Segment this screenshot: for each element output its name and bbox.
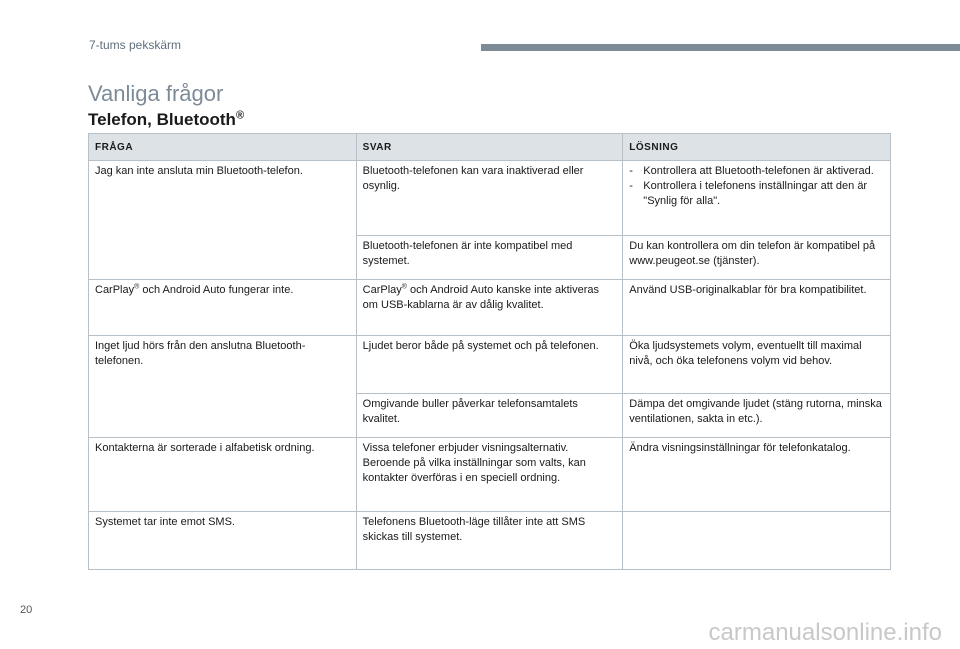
step-dash: - [629, 180, 633, 192]
table-row [89, 438, 891, 512]
chapter-label: 7-tums pekskärm [89, 38, 182, 52]
solution-cell [623, 512, 891, 570]
column-header-answer: SVAR [356, 134, 623, 161]
solution-cell: Ändra visningsinställningar för telefonkatalog. [623, 438, 891, 512]
answer-cell: Omgivande buller påverkar telefonsamtalets kvalitet. [356, 394, 623, 438]
question-text: och Android Auto fungerar inte. [139, 284, 294, 296]
table-row [89, 161, 891, 236]
section-title-text: Telefon, Bluetooth [88, 110, 236, 130]
table-row [89, 336, 891, 394]
header-divider-bar [481, 44, 960, 51]
watermark: carmanualsonline.info [708, 619, 942, 646]
answer-cell: Vissa telefoner erbjuder visningsalternativ. Beroende på vilka inställningar som valts, kan kontakter överföras i en speciell ordning. [356, 438, 623, 512]
answer-cell: Bluetooth-telefonen kan vara inaktiverad eller osynlig. [356, 161, 623, 236]
section-title [88, 110, 244, 130]
solution-cell: Dämpa det omgivande ljudet (stäng rutorna, minska ventilationen, sakta in etc.). [623, 394, 891, 438]
solution-step [629, 179, 884, 209]
question-cell [89, 280, 357, 336]
answer-cell: Ljudet beror både på systemet och på telefonen. [356, 336, 623, 394]
question-cell: Kontakterna är sorterade i alfabetisk ordning. [89, 438, 357, 512]
solution-step [629, 164, 884, 179]
answer-cell: Bluetooth-telefonen är inte kompatibel med systemet. [356, 236, 623, 280]
answer-cell [356, 280, 623, 336]
solution-cell [623, 161, 891, 236]
step-dash: - [629, 165, 633, 177]
column-header-question: FRÅGA [89, 134, 357, 161]
table-row [89, 280, 891, 336]
question-cell: Systemet tar inte emot SMS. [89, 512, 357, 570]
page-number: 20 [20, 604, 33, 616]
table-row [89, 512, 891, 570]
solution-cell: Öka ljudsystemets volym, eventuellt till maximal nivå, och öka telefonens volym vid behov. [623, 336, 891, 394]
solution-cell: Du kan kontrollera om din telefon är kompatibel på www.peugeot.se (tjänster). [623, 236, 891, 280]
section-title-sup: ® [235, 109, 245, 122]
table-header-row [89, 134, 891, 161]
registered-mark: ® [134, 283, 140, 291]
page-title: Vanliga frågor [88, 80, 224, 106]
question-text: CarPlay [95, 284, 135, 296]
question-cell: Jag kan inte ansluta min Bluetooth-telefon. [89, 161, 357, 280]
step-text: Kontrollera i telefonens inställningar att den är "Synlig för alla". [643, 180, 868, 207]
solution-cell: Använd USB-originalkablar för bra kompatibilitet. [623, 280, 891, 336]
answer-text: och Android Auto kanske inte aktiveras om USB-kablarna är av dålig kvalitet. [362, 284, 599, 311]
answer-text: CarPlay [362, 284, 402, 296]
question-cell: Inget ljud hörs från den anslutna Bluetooth-telefonen. [89, 336, 357, 438]
faq-table [88, 133, 891, 570]
step-text: Kontrollera att Bluetooth-telefonen är aktiverad. [643, 165, 874, 177]
column-header-solution: LÖSNING [623, 134, 891, 161]
answer-cell: Telefonens Bluetooth-läge tillåter inte att SMS skickas till systemet. [356, 512, 623, 570]
registered-mark: ® [401, 283, 407, 291]
